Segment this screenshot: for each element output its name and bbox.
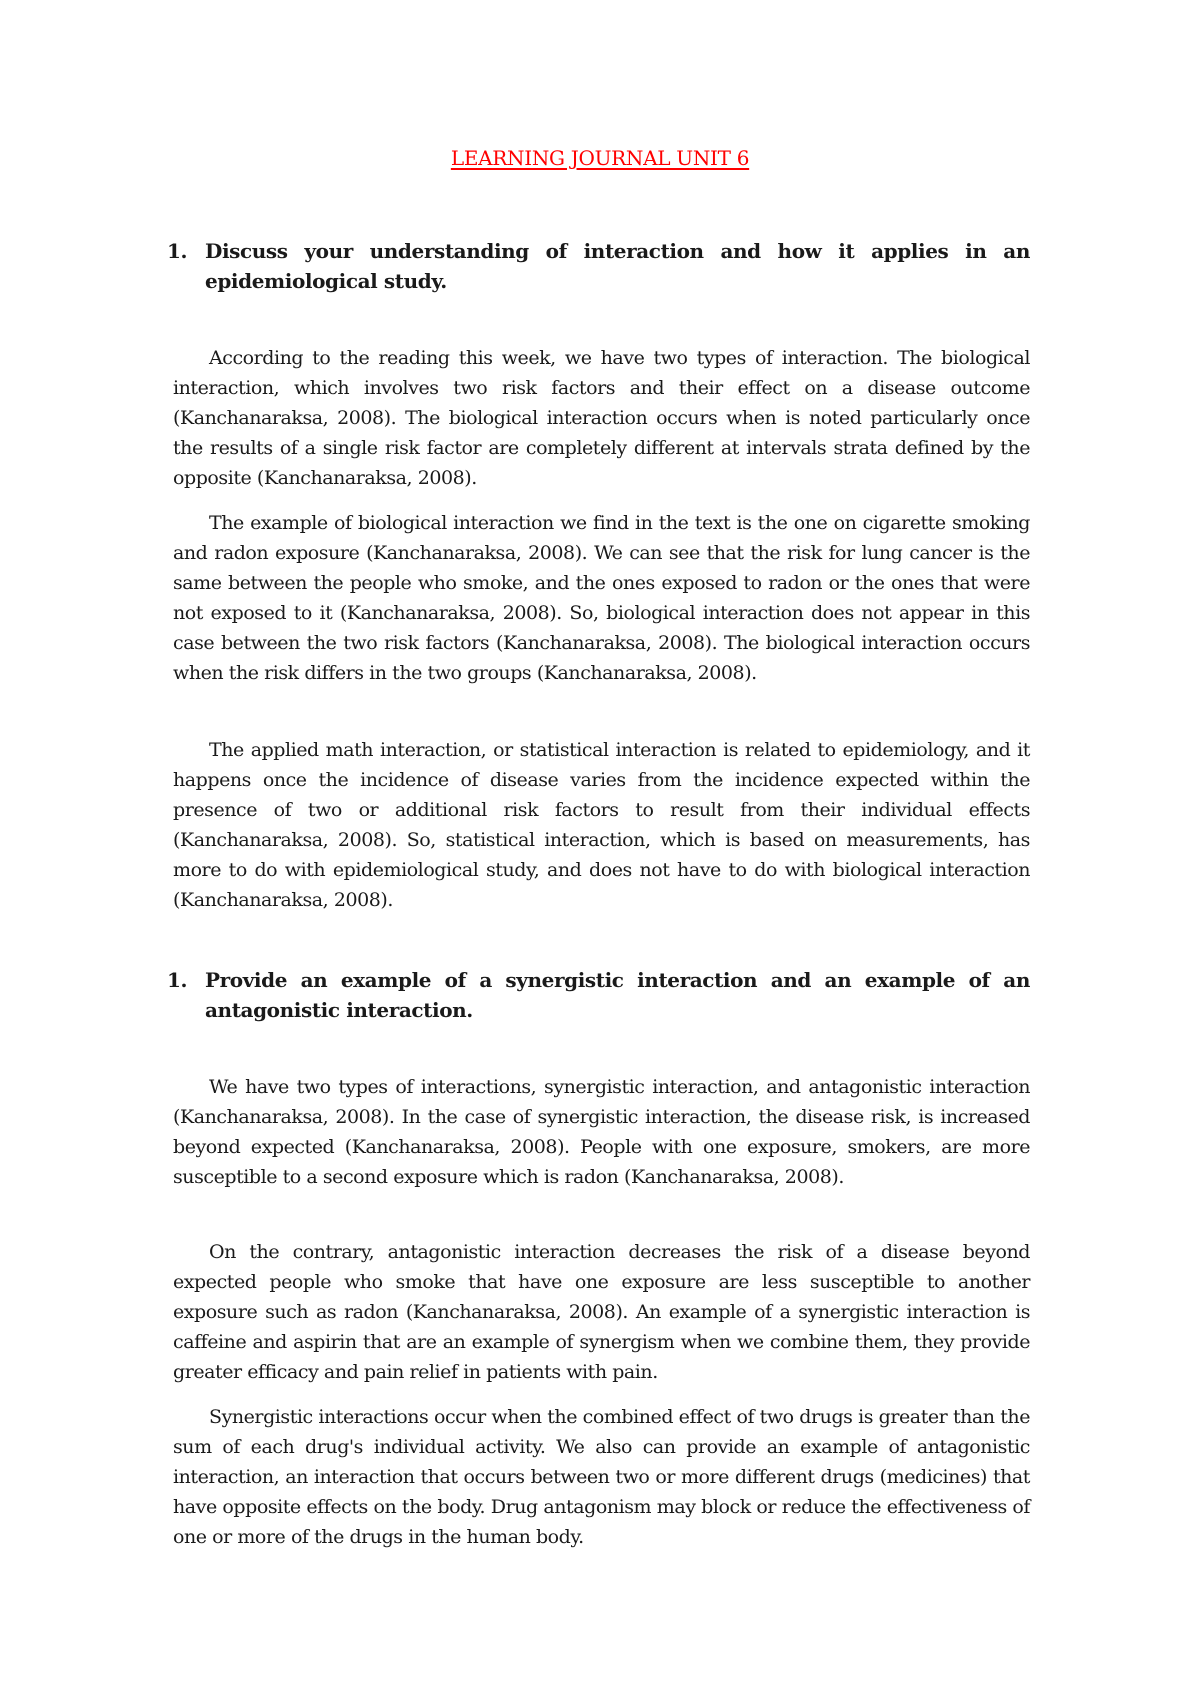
question-2 (167, 965, 1030, 1025)
question-1 (167, 236, 1030, 296)
paragraph-synergistic-drugs: Synergistic interactions occur when the combined effect of two drugs is greater than the sum of each drug's individual activity. We also can provide an example of antagonistic interaction, an interaction that occurs between two or more different drugs (medicines) that have opposite effects on the body. Drug antagonism may block or reduce the effectiveness of one or more of the drugs in the human body. (173, 1406, 1030, 1548)
question-number: 1. (167, 968, 188, 992)
question-text: Provide an example of a synergistic interaction and an example of an antagonistic interaction. (205, 968, 1030, 1022)
question-text: Discuss your understanding of interaction and how it applies in an epidemiological study. (205, 239, 1030, 293)
paragraph-antagonistic-interaction: On the contrary, antagonistic interaction decreases the risk of a disease beyond expected people who smoke that have one exposure are less susceptible to another exposure such as radon (Kanchanaraksa, 2008). An example of a synergistic interaction is caffeine and aspirin that are an example of synergism when we combine them, they provide greater efficacy and pain relief in patients with pain. (173, 1241, 1030, 1383)
paragraph-biological-interaction: According to the reading this week, we have two types of interaction. The biological interaction, which involves two risk factors and their effect on a disease outcome (Kanchanaraksa, 2008). The biological interaction occurs when is noted particularly once the results of a single risk factor are completely different at intervals strata defined by the opposite (Kanchanaraksa, 2008). (173, 347, 1030, 489)
paragraph-biological-example: The example of biological interaction we find in the text is the one on cigarette smoking and radon exposure (Kanchanaraksa, 2008). We can see that the risk for lung cancer is the same between the people who smoke, and the ones exposed to radon or the ones that were not exposed to it (Kanchanaraksa, 2008). So, biological interaction does not appear in this case between the two risk factors (Kanchanaraksa, 2008). The biological interaction occurs when the risk differs in the two groups (Kanchanaraksa, 2008). (173, 512, 1030, 684)
paragraph-statistical-interaction: The applied math interaction, or statistical interaction is related to epidemiology, and it happens once the incidence of disease varies from the incidence expected within the presence of two or additional risk factors to result from their individual effects (Kanchanaraksa, 2008). So, statistical interaction, which is based on measurements, has more to do with epidemiological study, and does not have to do with biological interaction (Kanchanaraksa, 2008). (173, 739, 1030, 911)
paragraph-types-of-interactions: We have two types of interactions, synergistic interaction, and antagonistic interaction (Kanchanaraksa, 2008). In the case of synergistic interaction, the disease risk, is increased beyond expected (Kanchanaraksa, 2008). People with one exposure, smokers, are more susceptible to a second exposure which is radon (Kanchanaraksa, 2008). (173, 1076, 1030, 1188)
document-title: LEARNING JOURNAL UNIT 6 (450, 146, 750, 170)
question-number: 1. (167, 239, 188, 263)
